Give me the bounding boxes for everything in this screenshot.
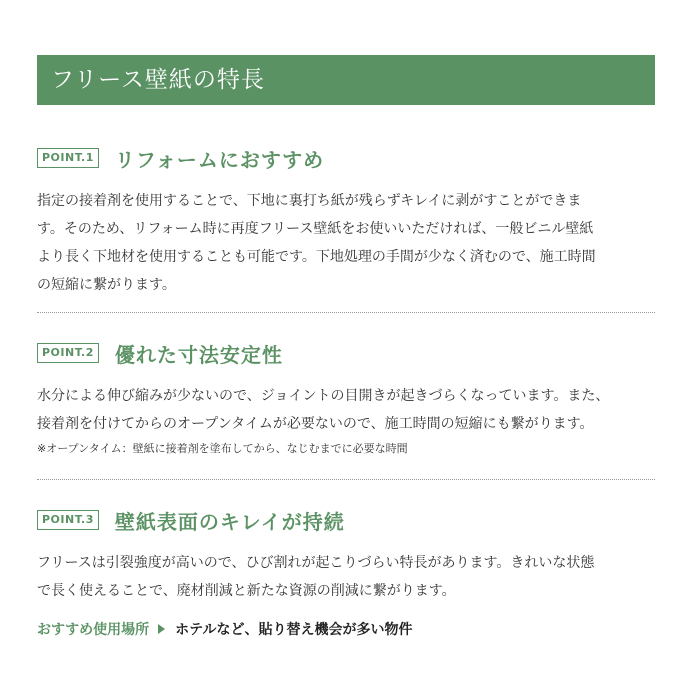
point-3-badge: POINT.3 — [37, 510, 99, 530]
point-3-heading — [37, 505, 657, 535]
point-3-body — [37, 549, 657, 605]
point-1-heading — [37, 143, 657, 173]
triangle-right-icon — [158, 624, 165, 634]
point-1-line: より長く下地材を使用することも可能です。下地処理の手間が少なく済むので、施工時間 — [37, 249, 596, 265]
point-2-heading — [37, 338, 657, 368]
point-2-note: ※オープンタイム：壁紙に接着剤を塗布してから、なじむまでに必要な時間 — [37, 442, 408, 455]
point-1-line: の短縮に繋がります。 — [37, 277, 176, 293]
section-header-title: フリース壁紙の特長 — [51, 67, 265, 93]
point-1-line: 指定の接着剤を使用することで、下地に裏打ち紙が残らずキレイに剥がすことができま — [37, 193, 582, 209]
point-2-line: 接着剤を付けてからのオープンタイムが必要ないので、施工時間の短縮にも繋がります。 — [37, 416, 594, 432]
recommended-use — [37, 619, 657, 639]
point-1-body — [37, 187, 657, 299]
point-1-section — [37, 143, 657, 299]
point-1-line: す。そのため、リフォーム時に再度フリース壁紙をお使いいただければ、一般ビニル壁紙 — [37, 221, 594, 237]
recommended-use-label: おすすめ使用場所 — [37, 622, 150, 638]
recommended-use-value: ホテルなど、貼り替え機会が多い物件 — [175, 622, 413, 638]
point-3-title: 壁紙表面のキレイが持続 — [114, 509, 345, 534]
point-2-section — [37, 338, 657, 458]
point-2-badge: POINT.2 — [37, 343, 99, 363]
point-2-line: 水分による伸び縮みが少ないので、ジョイントの目開きが起きづらくなっています。また、 — [37, 388, 610, 404]
section-header — [37, 55, 655, 105]
point-3-section — [37, 505, 657, 639]
divider — [37, 479, 655, 480]
point-2-body — [37, 382, 657, 438]
divider — [37, 312, 655, 313]
point-3-line: フリースは引裂強度が高いので、ひび割れが起こりづらい特長があります。きれいな状態 — [37, 555, 595, 571]
point-2-title: 優れた寸法安定性 — [114, 342, 283, 367]
point-1-title: リフォームにおすすめ — [114, 147, 325, 172]
point-3-line: で長く使えることで、廃材削減と新たな資源の削減に繋がります。 — [37, 583, 456, 599]
point-1-badge: POINT.1 — [37, 148, 99, 168]
